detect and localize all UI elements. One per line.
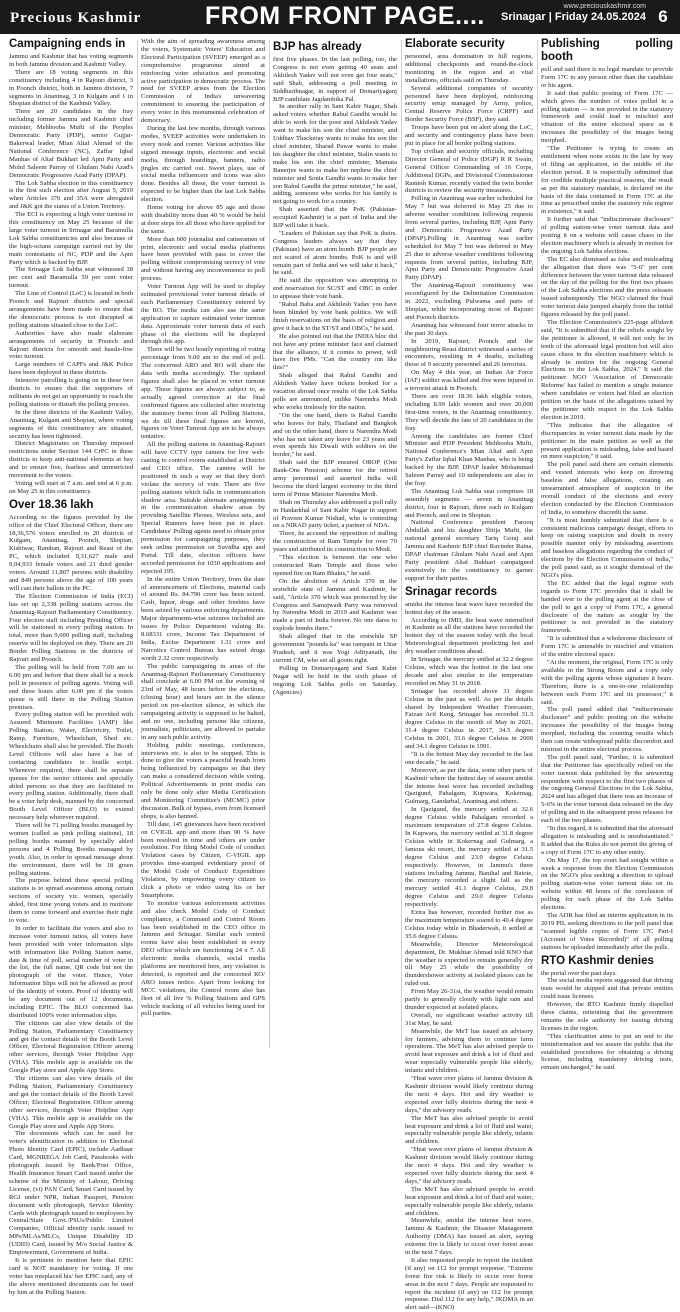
article-paragraph: "Heat wave over plains of Jammu division & Kashmir division would likely continue during the next 4 days. Hot and dry weather is expected over hilly districts during the next 4 days," the advisory reads. bbox=[405, 1146, 533, 1185]
article-paragraph: Several additional companies of security personnel have been deployed, reinforcing security setup managed by Army, police, Central Reserve Police Force (CRPF) and Border Security Force (BSF), they said. bbox=[405, 84, 533, 124]
article-paragraph: There are 20 candidates in the fray including former Jammu and Kashmir chief minister, Mehbooba Mufti of the Peoples Democratic Party (PDP), senior Gujjar-Bakerwal leader, Mian Altaf Ahmad of the National Conference (NC), Zaffar Iqbal Manhas of Altaf Bukhari led Apni Party and Mohd Saleem Parray of Ghulam Nabi Azad's Democratic Progressive Azad Party (DPAP). bbox=[9, 108, 133, 179]
article-paragraph: In another rally in Sant Kabir Nagar, Shah asked voters whether Rahul Gandhi would be able to work for the poor and Akhilesh Yadav want to make his son the chief minister, and Uddhav Thackeray wants to make his son the chief minister, Sharad Pawar wants to make his daughter the chief minister, Stalin wants to make his son the chief minister, Mamata Banerjee wants to make her nephew the chief minister and Sonia Gandhi wants to make her son Rahul Gandhi the prime minister," he said, adding, someone who works for his family is not going to work for a country. bbox=[273, 103, 397, 206]
column-divider bbox=[401, 40, 402, 1048]
article-paragraph: Polling in Anantnag was earlier scheduled for May 7 but was deferred to May 25 due to adverse weather conditions following requests from several parties, including BJP, Apni Party and Democratic Progressive Azad Party (DPAP).Polling in Anantnag was earlier scheduled for May 7 but was deferred to May 25 due to adverse weather conditions following requests from several parties, including BJP, Apni Party and Democratic Progressive Azad Party (DPAP). bbox=[405, 195, 533, 282]
article-paragraph: The poll panel said, "Further, it is submitted that the Petitioner has specifically relied on the voter turnout data published by the answering respondent with respect to the first two phases of the ongoing General Elections to the Lok Sabha, 2024 and has alleged that there was an increase of 5-6% in the voter turnout data released on the day of polling and in the subsequent press releases for each of the two phases. bbox=[541, 753, 674, 825]
article-paragraph: "It is most humbly submitted that there is a consistent malicious campaign/ design, efforts to keep on raising suspicion and doubt in every possible manner only by misleading assertions and baseless allegations regarding the conduct of elections by the Election Commission of India," the poll panel said, as it sought dismissal of the NGO's plea. bbox=[541, 516, 673, 579]
article-paragraph: The documents which can be used for voter's identification in addition to Electoral Photo Identity Card (EPIC), include Aadhaar Card, MGNREGA Job Card, Passbooks with photograph issued by Bank/Post Office, Health Insurance Smart Card issued under the scheme of the Ministry of Labour, Driving License, (vi) PAN Card, Smart Card issued by RGI under NPR, Indian Passport, Pension document with photograph, Service Identity Cards with photograph issued to employees by Central/State Govt./PSUs/Public Limited Companies, Official identity cards issued to MPs/MLAs/MLCs, Unique Disability ID (UDID) Card, issued by M/o Social Justice & Empowerment, Government of India. bbox=[9, 1130, 133, 1257]
column-divider bbox=[137, 40, 138, 1048]
article-paragraph: He also pointed out that the INDIA bloc did not have any prime minister face and claimed that the alliance, if it comes to power, will have five PMs. "Can the country run like this?" bbox=[273, 332, 397, 372]
article-paragraph: "This indicates that the allegation of discrepancies in voter turnout data made by the petitioner in the main petition as well as the present application is misleading, false and based on mere suspicion," it said. bbox=[541, 421, 673, 461]
article-paragraph: Top civilian and security officials, including Director General of Police (DGP) R R Swain, General Officer Commanding of 16 Corps, Additional DGPs, and Divisional Commissioner Ramesh Kumar, recently visited the twin border districts to review the security measures. bbox=[405, 147, 533, 195]
article-paragraph: Extra has however, recorded further rise as the maximum temperature soared to 40.4 degree Celsius today while in Bhaderwah, it settled at 35.6 degree Celsius. bbox=[405, 909, 533, 940]
article-paragraph: Shah alleged that Rahul Gandhi and Akhilesh Yadav have tickets booked for a vacation abroad once results of the Lok Sabha polls are announced, unlike Narendra Modi who works tirelessly for the nation. bbox=[273, 372, 397, 411]
article-paragraph: There are over 18.36 lakh eligible voters, including 8.99 lakh women and over 20,000 first-time voters, in the Anantnag constituency. They will decide the fate of 20 candidates in the fray. bbox=[405, 392, 533, 432]
article-paragraph: Authorities have also made elaborate arrangements of security in Poonch and Rajouri districts for smooth and hassle-free voter turnout. bbox=[9, 329, 133, 361]
article-paragraph: Till date, 145 grievances have been received on CVIGIL app and more than 90 % have been resolved in time and others are under resolution. For filing Model Code of conduct Violation cases by Citizen, C-VIGIL app provides time-stamped evidentiary proof of the Model Code of Conduct/ Expenditure Violation, by empowering every citizen to click a photo or video using his or her Smartphone. bbox=[141, 820, 265, 899]
article-paragraph: On May 17, the top court had sought within a week a response from the Election Commission on the NGO's plea seeking a direction to upload polling station-wise voter turnout data on its website within 48 hours of the conclusion of polling for each phase of the Lok Sabha elections. bbox=[541, 856, 673, 912]
article-paragraph: The purpose behind these special polling stations is to spread awareness among certain sections of society viz. women, specially abled, first time young voters and to motivate them to come forward and exercise their right to vote. bbox=[9, 877, 133, 924]
article-paragraph: Meanwhile, the MeT has issued an advisory for farmers, advising them to continue farm operations. The MeT has also advised people to avoid heat exposure and drink a lot of fluid and wear especially vulnerable people like elderly, infants and children. bbox=[405, 1027, 533, 1075]
article-paragraph: personnel, area domination in hill regions, additional checkpoints and round-the-clock monitoring in the region and at vital installations, officials said on Thursday. bbox=[405, 53, 533, 84]
article-paragraph: The public campaigning in areas of the Anantnag-Rajouri Parliamentary Constituency shall conclude at 6.00 PM on the evening of 23rd of May, 48 hours before the elections, (closing hour) and hours are in the silence period on pre-election silence, in which the campaigning activity is supposed to be halted, and no one, including persons like citizens, journalists, politicians, are allowed to partake in any such public activity. bbox=[141, 662, 265, 741]
article-paragraph: There are 18 voting segments in this constituency including 4 in Rajouri district, 3 in Poonch district, both in Jammu division, 7 segments in Anantnag, 3 in Kulgam and 1 in Shopian district of the Kashmir Valley. bbox=[9, 68, 133, 108]
article-paragraph: "Rahul Baba and Akhilesh Yadav you have been blinded by vote bank politics. We will finish reservations on the basis of religion and give it back to the ST/ST and OBCs," he said. bbox=[273, 301, 397, 332]
issue-meta bbox=[501, 2, 646, 23]
column-3 bbox=[273, 38, 397, 1050]
article-paragraph: The MeT has also advised people to avoid heat exposure and drink a lot of fluid and water, especially vulnerable people like elderly, infants and children. bbox=[405, 1114, 533, 1146]
article-paragraph: poll and said there is no legal mandate to provide Form 17C to any person other than the candidate or his agent. bbox=[541, 66, 673, 89]
article-paragraph: Every polling station will be provided with Assured Minimum Facilities (AMF) like Polling Station, Water, Electricity, Toilet, Ramp, Furniture, Wheelchair, Shed etc. Wheelchairs shall also be provided. The Booth Level Officers will also have a list of contacting candidates in braille script. Whenever required, there shall be separate queues for the senior citizens and specially abled persons so that they are facilitated in every polling station. Additionally, there shall be a voter help desk, manned by the concerned Booth Level Officer (BLO) to extend necessary help wherever required. bbox=[9, 711, 133, 822]
article-paragraph: Shah alleged that in the erstwhile SP government "pounds ka" was rampant in Uttar Pradesh, and it was Yogi Adityanath, the current CM, who set all goons right. bbox=[273, 633, 397, 664]
article-srinagar bbox=[405, 586, 533, 1312]
article-paragraph: In Qazigund, the mercury settled at 32.6 degree Celsius while Pahalgam recorded a maximum temperature of 27.8 degree Celsius. In Kupwara, the mercury settled at 31.8 degree Celsius while in Kokernag and Gulmarg, a famous ski resort, the mercury settled at 31.5 degree Celsius and 23.0 degree Celsius respectively. However, in Jammu's three stations including Jammu, Banihal and Batote, the mercury recorded a slight fall as the mercury settled 41.1 degree Celsius, 29.8 degree Celsius and 29.0 degree Celsius respectively. bbox=[405, 806, 533, 909]
article-paragraph: Holding public meetings, conferences, interviews etc. is also to be stopped. This is done to give the voters a peaceful breath from being influenced by campaigns so that they can make a considered decision while voting. Political Advertisements in print media can only be done only after Media Certification and Monitoring Committee's (MCMC) prior discussion. Bulk of bypass, even from licensed shops, is also banned. bbox=[141, 741, 265, 820]
article-paragraph: The poll panel said there are certain elements and vested interests who keep on throwing baseless and false allegations, creating an unwarranted atmosphere of suspicion in the overall conduct of the elections and every election conducted by the Election Commission of India, to somehow discredit the same. bbox=[541, 461, 673, 516]
article-paragraph: It is pertinent to mention here that EPIC card is NOT mandatory for voting. If one voter has misplaced his/ her EPIC card, any of the above mentioned documents can be used by him at the Polling Station. bbox=[9, 1256, 133, 1296]
newspaper-brand: Precious Kashmir bbox=[10, 10, 142, 26]
article-paragraph: "Heat wave over plains of Jammu division & Kashmir division would likely continue during the next 4 days. Hot and dry weather is expected over hilly districts during the next 4 days," the advisory reads. bbox=[405, 1075, 533, 1114]
article-paragraph: Shah said the BJP ensured OROP (One Rank-One Pension) scheme for the retired army personnel and asserted India will become the third largest economy in the third term of Prime Minister Narendra Modi. bbox=[273, 459, 397, 498]
article-body bbox=[405, 53, 533, 583]
article-paragraph: In the three districts of the Kashmir Valley, Anantnag, Kulgam and Shopian, where voting segments of this constituency are situated, security has been tightened. bbox=[9, 408, 133, 440]
article-paragraph: In 2019, Rajouri, Poonch and the neighbouring Reasi district witnessed a series of encounters, resulting in 4 deaths, including those of 9 security personnel and 26 terrorists. bbox=[405, 337, 533, 369]
article-paragraph: From May 26-31st, the weather would remain partly to generally cloudy with light rain and thunder expected at isolated places. bbox=[405, 988, 533, 1011]
website-url[interactable]: www.preciouskashmir.com bbox=[563, 3, 646, 10]
article-paragraph: Among the candidates are former Chief Minister and PDP President Mehbooba Mufti, National Conference's Mian Altaf and Apni Party's Zaffar Iqbal Khan Manhas, who is being backed by the BJP. DPAP leader Mohammad Saleem Parray and 10 independents are also in the fray. bbox=[405, 432, 533, 487]
article-security bbox=[405, 38, 533, 583]
article-body bbox=[9, 514, 133, 1297]
article-headline: Over 18.36 lakh bbox=[9, 498, 94, 511]
article-paragraph: The Srinagar Lok Sabha seat witnessed 38 per cent and Baramulla 59 per cent voter turnout. bbox=[9, 266, 133, 290]
article-paragraph: Anantnag has witnessed four terror attacks in the past 30 days. bbox=[405, 321, 533, 337]
article-paragraph: He said the opposition was attempting to end reservation for SC/ST and OBC in order to appease their vote bank. bbox=[273, 277, 397, 301]
article-paragraph: The citizens can also view details of the Polling Station, Parliamentary Constituency and get the contact details of the Booth Level Officer, Electoral Registration Officer among other services, through Voter Helpline App (VHA). This mobile app is available on the Google Play store and Apple App Store. bbox=[9, 1075, 133, 1130]
article-paragraph: On the abolition of Article 370 in the erstwhile state of Jammu and Kashmir, he said, "Article 370 which was protected by the Congress and Samajwadi Party was removed by Narendra Modi in 2019 and Kashmir was made a part of India forever. No one dares to explode bombs there." bbox=[273, 577, 397, 633]
article-paragraph: To monitor various enforcement activities and also check Model Code of Conduct compliance, a Command and Control Room has been established in the CEO office in Jammu and Srinagar. Similar such control rooms have also been established in every DEO office which are functioning 24 x 7. All electronic media channels, social media platforms are monitored here, any violation is detected, is reported and the concerned RO/ ARO issues notice. Apart from looking for MCC violations, the Control room also has fleet of all live % Polling Stations and GPS vehicle tracking of all vehicles being used for poll parties. bbox=[141, 899, 265, 1018]
article-paragraph: District Magistrates on Thursday imposed restrictions under Section 144 CrPC in these districts to keep anti-national elements at bay and to ensure free, fearless and unrestricted movement to the voters. bbox=[9, 440, 133, 480]
article-paragraph: Home voting for above 85 age and those with disability more than 40 % would be held at door steps for all those who have applied for the same. bbox=[141, 204, 265, 235]
article-paragraph: Large numbers of CAPFs and J&K Police have been deployed in these districts. bbox=[9, 361, 133, 377]
article-body-continued bbox=[141, 38, 265, 1018]
article-paragraph: However, the RTO Kashmir firmly dispelled these claims, reiterating that the government remains the sole authority for issuing driving licenses in the region. bbox=[541, 1001, 673, 1032]
article-paragraph: On May 4 this year, an Indian Air Force (IAF) soldier was killed and five were injured in a terrorist attack in Poonch. bbox=[405, 369, 533, 393]
column-divider bbox=[537, 40, 538, 1048]
column-1 bbox=[9, 38, 133, 1296]
article-paragraph: The ADR has filed an interim application in its 2019 PIL seeking directions to the poll panel that "scanned legible copies of Form 17C Part-I (Account of Votes Recorded)" of all polling stations be uploaded immediately after the polls. bbox=[541, 911, 673, 951]
masthead bbox=[0, 0, 680, 34]
article-paragraph: amidst the intense heat wave have recorded the hottest day of the season. bbox=[405, 600, 533, 616]
article-paragraph: According to IMD, the heat wave intensified in Kashmir as all the stations have recorded the hottest day of the season today with the local Meteorological department predicting hot and dry weather conditions ahead. bbox=[405, 616, 533, 656]
column-4 bbox=[405, 38, 533, 1312]
article-paragraph: All the polling stations in Anantnag-Rajouri will have CCTV type camera for live web-casting to control rooms established at District and CEO office. The camera will be positioned in such a way so that they don't violate the secrecy of vote. There are five polling stations which falls in communication shadow area. Suitable alternate arrangements in the communication shadow areas by providing Satellite Phones, Wireless sets, and Special Runners have been put in place. Candidates' Polling agents need to obtain prior permission for campaigning purposes, they seek online permission on Suvidha app and Portal. Till date, election officers have accorded permission for 1030 applications and rejected 195. bbox=[141, 441, 265, 575]
article-paragraph: In Srinagar, the mercury settled at 32.2 degree Celsius, which was the hottest in the last one decade and also similar to the temperature recorded on May 31 in 2018. bbox=[405, 656, 533, 687]
city-day: Srinagar | Friday bbox=[501, 11, 588, 23]
article-paragraph: It said that public posting of Form 17C — which gives the number of votes polled in a polling station — is not provided in the statutory framework and could lead to mischief and vitiation of the entire electoral space as it increases the possibility of the images being morphed. bbox=[541, 89, 673, 145]
article-paragraph: The Election Commission's 225-page affidavit said, "It is submitted that if the reliefs sought by the petitioner is allowed, it will not only be in teeth of the aforesaid legal position but will also cause chaos in the election machinery which is already in motion for the ongoing General Elections to the Lok Sabha, 2024." It said the petitioner NGO 'Association of Democratic Reforms' has failed to mention a single instance where candidates or voters had filed an election petition on the basis of the allegations raised by the petitioner with respect to the Lok Sabha election in 2019. bbox=[541, 319, 673, 421]
article-paragraph: the portal over the past days. bbox=[541, 969, 617, 977]
article-paragraph: Intensive patrolling is going on in these two districts to ensure that the supporters of militants do not get an opportunity to reach the polling stations or disturb the polling process. bbox=[9, 377, 133, 408]
article-paragraph: The polling will be held from 7.00 am to 6.00 pm and before that there shall be a mock poll in presence of polling agents. Voting will end three hours after 6.00 pm if the voters queue is still there in the Polling Station premises. bbox=[9, 663, 133, 711]
article-paragraph: "The Petitioner is trying to create an entitlement when none exists in the law by way of filing an application, in the middle of the election period. It is respectfully submitted that for credible multiple practical reasons, the result as per the statutory mandate, is declared on the basis of the data contained in Form 17C at the time as prescribed under the statutory rule regime in existence," it said. bbox=[541, 145, 673, 216]
article-voters bbox=[9, 499, 133, 1297]
article-paragraph: The Line of Control (LoC) is located in both Poonch and Rajouri districts and special arrangements have been made to ensure that the democratic process is not disrupted at polling stations situated close to the LoC. bbox=[9, 290, 133, 329]
article-paragraph: "This election is between the one who constructed Ram Temple and those who opened fire on Ram Bhakts," he said. bbox=[273, 554, 397, 577]
article-paragraph: The MeT has also advised people to avoid heat exposure and drink a lot of fluid and water, especially vulnerable people like elderly, infants and children. bbox=[405, 1185, 533, 1217]
column-2 bbox=[141, 38, 265, 1050]
article-paragraph: There will be 71 polling booths managed by women (called as pink polling stations), 18 polling booths manned by specially abled persons and 4 Polling Booths managed by youth. Also, in order to spread message about the environment, there will be 18 green polling stations. bbox=[9, 822, 133, 877]
article-headline: Elaborate security bbox=[405, 38, 505, 50]
article-headline: Publishing polling booth bbox=[541, 38, 673, 63]
article-body bbox=[9, 53, 133, 496]
article-paragraph: The Lok Sabha election in this constituency is the first such election after August 5, 2019 when Articles 370 and 35A were abrogated and J&K got the status of a Union Territory. bbox=[9, 179, 133, 211]
article-paragraph: According to the figures provided by the office of the Chief Electoral Officer, there are 18,36,576 voters enrolled in 20 districts of Kulgam, Anantnag, Poonch, Shopian, Kishtwar, Ramban, Rajouri and Reasi of the PC, which included 9,31,627 male and 9,04,933 female voters and 21 third gender voters. Around 11,807 persons with disability and 849 persons above the age of 100 years will cast their ballots in the PC. bbox=[9, 513, 133, 592]
article-headline: RTO Kashmir denies bbox=[541, 954, 654, 967]
article-paragraph: Overall, no significant weather activity till 31st May, he said. bbox=[405, 1011, 533, 1027]
article-paragraph: Meanwhile, amidst the intense heat wave, Jammu & Kashmir, the Disaster Management Authority (DMA) has issued an alert, saying extreme fire is likely to occur over forest areas in the next 7 days. bbox=[405, 1217, 533, 1257]
article-paragraph: With the aim of spreading awareness among the voters, Systematic Voters' Education and Electoral Participation (SVEEP) emerged as a comprehensive programme aimed at reinforcing voter education and promoting active participation in democratic process. The need for SVEEP arises from the Election Commission of India's unwavering commitment to ensuring the participation of every voter in this monumental celebration of democracy. bbox=[141, 38, 265, 125]
column-5 bbox=[541, 38, 674, 1072]
article-paragraph: The Anantnag Lok Sabha seat comprises 18 assembly segments — seven in Anantnag district, four in Rajouri, three each in Kulgam and Poonch, and one in Shopian. bbox=[405, 487, 533, 519]
article-paragraph: The citizens can also view details of the Polling Station, Parliamentary Constituency and get the contact details of the Booth Level Officer, Electoral Registration Officer among other services, through Voter Helpline App (VHA). This mobile app is available on the Google Play store and Apple App Store. bbox=[9, 1019, 133, 1075]
article-paragraph: There will be two hourly reporting of voting percentage from 9.00 am to the end of poll. The concerned ARO and RO will share the data with media accordingly. The updated figures shall also be placed in voter turnout app. These figures are always subject to, as actually agreed correction at the final confirmed figures are collected after receiving the statutory forms from all Polling Stations, we do till these final figures are known, figures on Voter Turnout App are to be always tentative. bbox=[141, 346, 265, 441]
article-paragraph: It also requested people to report the incident (if any) on 112 for prompt response. "Extreme forest fire risk is likely to occur over forest areas in the next 7 days. People are requested to report the incident (if any) on 112 for prompt response. Dial 112 for any help," JKDMA in an alert said—(KNO) bbox=[405, 1256, 533, 1312]
article-bjp bbox=[273, 41, 397, 696]
article-body bbox=[405, 601, 533, 1312]
article-paragraph: The EC added that the legal regime with regards to Form 17C provides that it shall be handed over to the polling agent at the close of the poll to get a copy of Form 17C, a general disclosure of the nature as sought by the petitioner is not provided in the statutory framework. bbox=[541, 579, 673, 635]
article-paragraph: Polling in Domariyaganj and Sant Kabir Nagar will be held in the sixth phase of ongoing Lok Sabha polls on Saturday. (Agencies) bbox=[273, 664, 397, 696]
article-paragraph: "In this regard, it is submitted that the aforesaid allegation is misleading and is unsubstantiated." It added that the Rules do not permit the giving of a copy of Form 17C to any other entity. bbox=[541, 825, 673, 856]
article-paragraph: "It is the hottest May day recorded in the last one decade," he said. bbox=[405, 750, 533, 766]
article-paragraph: The poll panel added that "indiscriminate disclosure" and public posting on the website increases the possibility of the images being morphed, including the counting results which then can create widespread public discomfort and mistrust in the entire electoral process. bbox=[541, 706, 673, 753]
article-body bbox=[273, 56, 397, 696]
article-headline: Srinagar records bbox=[405, 585, 498, 598]
article-paragraph: Voter Turnout App will be used to display estimated provisional voter turnout details of each Parliamentary Constituency entered by the RO. The media can also use the same application to capture estimated voter turnout data. Approximate voter turnout data of each phase of the elections will be displayed through this app. bbox=[141, 283, 265, 346]
article-paragraph: National Conference president Farooq Abdullah and his daughter Ilitija Mufti, the national general secretary Tariq Goraj and Jammu and Kashmir BJP chief Ravinder Raina, DPAP chairman Ghulam Nabi Azad and Apni Party president Altaf Bukhari campaigned extensively in the constituency to garner support for their parties. bbox=[405, 519, 533, 582]
article-paragraph: Meanwhile, Director Meteorological department, Dr. Mukhtar Ahmad told KNO that the weather is expected to remain generally dry till May 25 while the possibility of thundershower activity at isolated places can be ruled out. bbox=[405, 940, 533, 988]
article-rto bbox=[541, 955, 673, 1073]
article-paragraph: The ECI is expecting a high voter turnout in this constituency on May 25 because of the large voter turnout in Srinagar and Baramulla Lok Sabha constituencies and also because of the high-octane campaign carried out by the main contestants of NC, PDP and the Apni Party which is backed by BJP. bbox=[9, 211, 133, 266]
article-paragraph: Troops have been put on alert along the LoC, and security and contingency plans have been put in place for all border polling stations. bbox=[405, 124, 533, 147]
article-paragraph: "On the one hand, there is Rahul Gandhi who leaves for Italy, Thailand and Bangkok and on the other hand, there is Narendra Modi who has not taken any leave for 23 years and even spends his Diwali with soldiers on the border," he said. bbox=[273, 411, 397, 459]
article-paragraph: During the last few months, through various modes, SVEEP activities were undertaken in every nook and corner. Various activities like signed message inputs, electronic and social media, through hoardings, banners, radio jingles etc carried out. Sweet plays, use of social media influencers and icons was also done. Besides all these, the voter turnout is expected to be higher than the last Lok Sabha election. bbox=[141, 124, 265, 204]
column-divider bbox=[269, 40, 270, 1048]
article-body bbox=[541, 970, 673, 1073]
article-body bbox=[541, 66, 673, 952]
article-paragraph: Srinagar has recorded above 31 degree Celsius in the past as well. As per the details shared by Independent Weather Forecaster, Faizan Arif Keng, Srinagar has recorded 31.3 degree Celsius in the month of May in 2021, 31.4 degree Celsius in 2017, 34.5 degree Celsius in 2001, 33.6 degree Celsius in 2000 and 34.1 degree Celsius in 1991. bbox=[405, 687, 533, 751]
article-paragraph: The Election Commission of India (ECI) has set up 2,338 polling stations across the Anantnag-Rajouri Parliamentary Constituency. Four electors staff including Presiding Officer will be stationed in every polling station. In total, more than 9,000 polling staff, including reserve will be deployed on duty. There are 20 Border Polling Stations in the districts of Rajouri and Poonch. bbox=[9, 592, 133, 664]
article-paragraph: More than 600 journalist and cameramen of print, electronic and social media platforms have been provided with pass to cover the polling without compromising secrecy of vote and without having any inconvenience to poll process. bbox=[141, 235, 265, 283]
article-paragraph: first five phases. In the last polling, too, the Congress is not even getting 40 seats and Akhilesh Yadav will not even get four seats," said Shah, addressing a poll meeting in Siddharthnagar, in support of Domariyaganj BJP candidate Jagdambika Pal. bbox=[273, 56, 397, 103]
article-paragraph: In order to facilitate the voters and also to increase voter turnout ratios, all voters have been provided with voter information slips with information like Polling Station name, date & time of poll, serial number of voter in the list, the full name, QR code but not the photograph of the voter. Hence, Voter Information Slips will not be allowed as proof of the identity of voters. Proof of identity will be any document out of 12 documents, including EPIC. The BLO concerned has distributed 100% voter information slips. bbox=[9, 924, 133, 1019]
article-paragraph: The EC also dismissed as false and misleading the allegation that there was "5-6" per cent difference between the voter turnout data released on the day of the polling for the first two phases of the Lok Sabha elections and the press releases issued subsequently. The NGO claimed the final voter turnout data jumped sharply from the initial figures released by the poll panel. bbox=[541, 255, 673, 319]
article-paragraph: The social media reports suggested that driving tests would be skipped and that private entities could issue licenses. bbox=[541, 977, 673, 1001]
article-paragraph: "It is submitted that a wholesome disclosure of Form 17C is amenable to mischief and vitiation of the entire electoral space. bbox=[541, 635, 673, 659]
section-banner: FROM FRONT PAGE.... bbox=[205, 2, 485, 30]
article-booth bbox=[541, 38, 673, 952]
article-paragraph: In the entire Union Territory, from the date of announcement of Elections, material cash of around Rs. 84.790 crore has been seized. Cash, liquor, drugs and other freebies have been seized by various enforcing departments. Major departments-wise seizures included are issues by Police Department valuing Rs. 8.68331 crore, Income Tax Department of India, Excise Department 1.31 crore and Narcotics Control Bureau has seized drugs worth 2.32 crore respectively. bbox=[141, 575, 265, 662]
issue-date: 24.05.2024 bbox=[590, 11, 646, 23]
article-paragraph: The Anantnag-Rajouri constituency was reconfigured by the Delimitation Commission in 2022, excluding Pulwama and parts of Shopian, while incorporating most of Rajouri and Poonch districts. bbox=[405, 282, 533, 321]
article-paragraph: Shah on Thursday also addressed a poll rally in Haidarkhal of Sant Kabir Nagar in support of Praveen Kumar Nishad, who is contesting on a NIRAD party ticket, a partner of NDA. bbox=[273, 498, 397, 530]
article-paragraph: Moreover, as per the data, some other parts of Kashmir where the hottest day of season amidst the intense heat wave has recorded including Qazigund, Pahalgam, Kupwara, Kokernag, Gulmarg, Gandarbal, Anantnag and others. bbox=[405, 766, 533, 806]
article-headline: BJP has already bbox=[273, 41, 362, 53]
page-number: 6 bbox=[658, 7, 668, 26]
article-paragraph: There, he accused the opposition of stalling the construction of Ram Temple for over 70 years and attributed its construction to Modi. bbox=[273, 530, 397, 554]
article-paragraph: "At the moment, the original, Form 17C is only available in the Strong Room and a copy only with the polling agents whose signature it bears. Therefore, there is a one-to-one relationship between each Form 17C and its possessor," it said. bbox=[541, 658, 673, 706]
article-paragraph: "This clarification aims to put an end to the misinformation and we assure the public that the established procedures for obtaining a driving license, including mandatory driving tests, remain unchanged," he said. bbox=[541, 1032, 673, 1072]
article-paragraph: It further said that "indiscriminate disclosure" of polling station-wise voter turnout data and posting it on a website will cause chaos in the election machinery which is already in motion for the ongoing Lok Sabha elections. bbox=[541, 216, 673, 255]
article-campaigning bbox=[9, 38, 133, 496]
article-paragraph: "Leaders of Pakistan say that PoK is theirs. Congress leaders always say that they (Pakistan) have an atom bomb. BJP people are not scared of atom bombs. PoK is and will remain part of India and we will take it back," he said. bbox=[273, 229, 397, 277]
article-paragraph: Voting will start at 7 a.m. and end at 6 p.m. on May 25 in this constituency. bbox=[9, 479, 133, 495]
article-headline: Campaigning ends in bbox=[9, 38, 126, 50]
article-paragraph: Jammu and Kashmir that has voting segments in both Jammu division and Kashmir Valley. bbox=[9, 53, 133, 68]
article-paragraph: Shah asserted that the PoK (Pakistan-occupied Kashmir) is a part of India and the BJP will take it back. bbox=[273, 206, 397, 230]
